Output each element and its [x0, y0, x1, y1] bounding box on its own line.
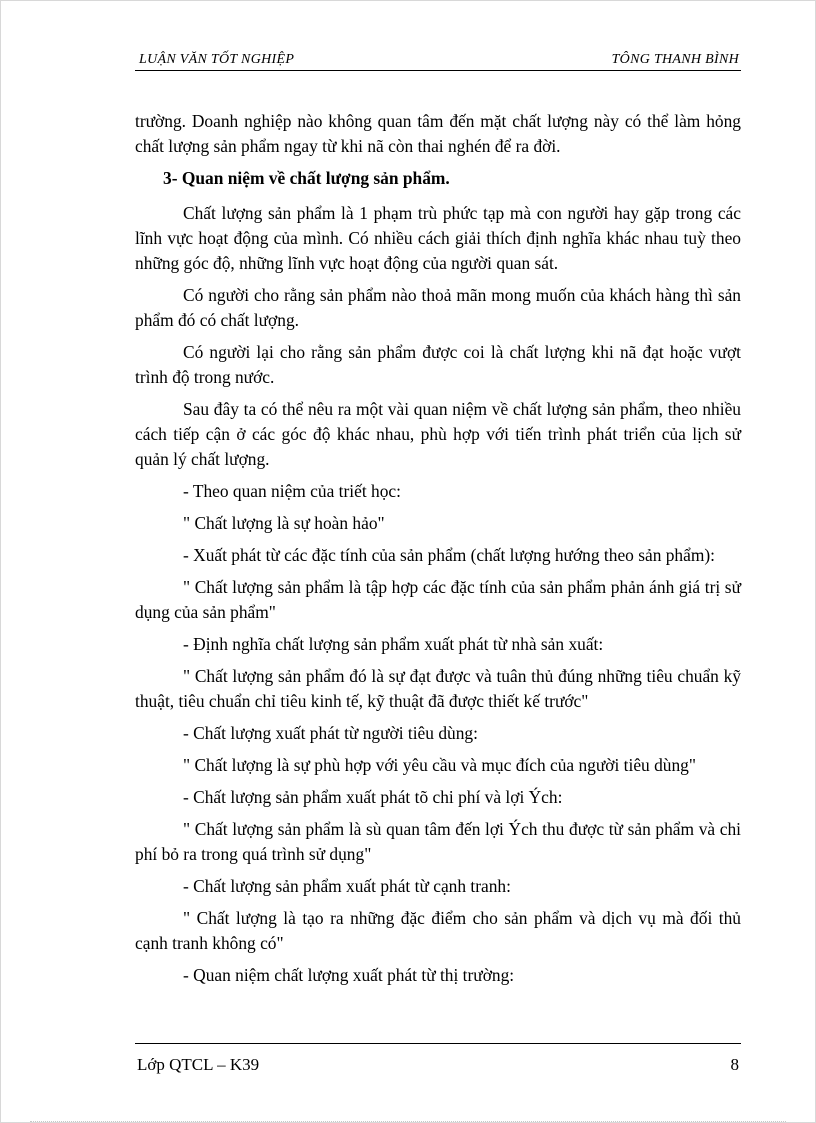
list-item: - Xuất phát từ các đặc tính của sản phẩm (chất lượng hướng theo sản phẩm):: [183, 545, 715, 565]
section-heading: 3- Quan niệm về chất lượng sản phẩm.: [163, 168, 450, 188]
list-item: - Chất lượng xuất phát từ người tiêu dùng:: [183, 723, 478, 743]
list-item: - Định nghĩa chất lượng sản phẩm xuất phát từ nhà sản xuất:: [183, 634, 604, 654]
quote: " Chất lượng là sự hoàn hảo": [183, 513, 385, 533]
quote: " Chất lượng sản phẩm là tập hợp các đặc tính của sản phẩm phản ánh giá trị sử dụng của sản phẩm": [135, 577, 741, 622]
paragraph: Chất lượng sản phẩm là 1 phạm trù phức tạp mà con người hay gặp trong các lĩnh vực hoạt động của mình. Có nhiều cách giải thích định nghĩa khác nhau tuỳ theo những góc độ, những lĩnh vực hoạt động của người quan sát.: [135, 203, 741, 273]
header-thesis-title: LUẬN VĂN TỐT NGHIỆP: [139, 52, 295, 67]
paragraph: Có người cho rằng sản phẩm nào thoả mãn mong muốn của khách hàng thì sản phẩm đó có chất lượng.: [135, 285, 741, 330]
page-footer: [135, 1043, 741, 1084]
page-number: 8: [730, 1055, 739, 1074]
page-bottom-divider: [30, 1121, 786, 1122]
quote: " Chất lượng là sự phù hợp với yêu cầu và mục đích của người tiêu dùng": [183, 755, 696, 775]
quote: " Chất lượng là tạo ra những đặc điểm cho sản phẩm và dịch vụ mà đối thủ cạnh tranh không có": [135, 908, 741, 953]
quote: " Chất lượng sản phẩm là sù quan tâm đến lợi Ých thu được từ sản phẩm và chi phí bỏ ra trong quá trình sử dụng": [135, 819, 741, 864]
list-item: - Chất lượng sản phẩm xuất phát từ cạnh tranh:: [183, 876, 511, 896]
footer-class-label: Lớp QTCL – K39: [137, 1055, 260, 1074]
paragraph: Sau đây ta có thể nêu ra một vài quan niệm về chất lượng sản phẩm, theo nhiều cách tiếp cận ở các góc độ khác nhau, phù hợp với tiến trình phát triển của lịch sử quản lý chất lượng.: [135, 399, 741, 469]
header-author-name: TÔNG THANH BÌNH: [611, 52, 739, 67]
list-item: - Theo quan niệm của triết học:: [183, 481, 401, 501]
list-item: - Quan niệm chất lượng xuất phát từ thị trường:: [183, 965, 515, 985]
quote: " Chất lượng sản phẩm đó là sự đạt được và tuân thủ đúng những tiêu chuẩn kỹ thuật, tiêu chuẩn chỉ tiêu kinh tế, kỹ thuật đã được thiết kế trước": [135, 666, 741, 711]
list-item: - Chất lượng sản phẩm xuất phát tõ chi phí và lợi Ých:: [183, 787, 563, 807]
page-header: [135, 50, 741, 71]
document-body: [135, 109, 741, 995]
paragraph: Có người lại cho rằng sản phẩm được coi là chất lượng khi nã đạt hoặc vượt trình độ trong nước.: [135, 342, 741, 387]
paragraph-continuation: trường. Doanh nghiệp nào không quan tâm đến mặt chất lượng này có thể làm hỏng chất lượng sản phẩm ngay từ khi nã còn thai nghén để ra đời.: [135, 111, 741, 156]
